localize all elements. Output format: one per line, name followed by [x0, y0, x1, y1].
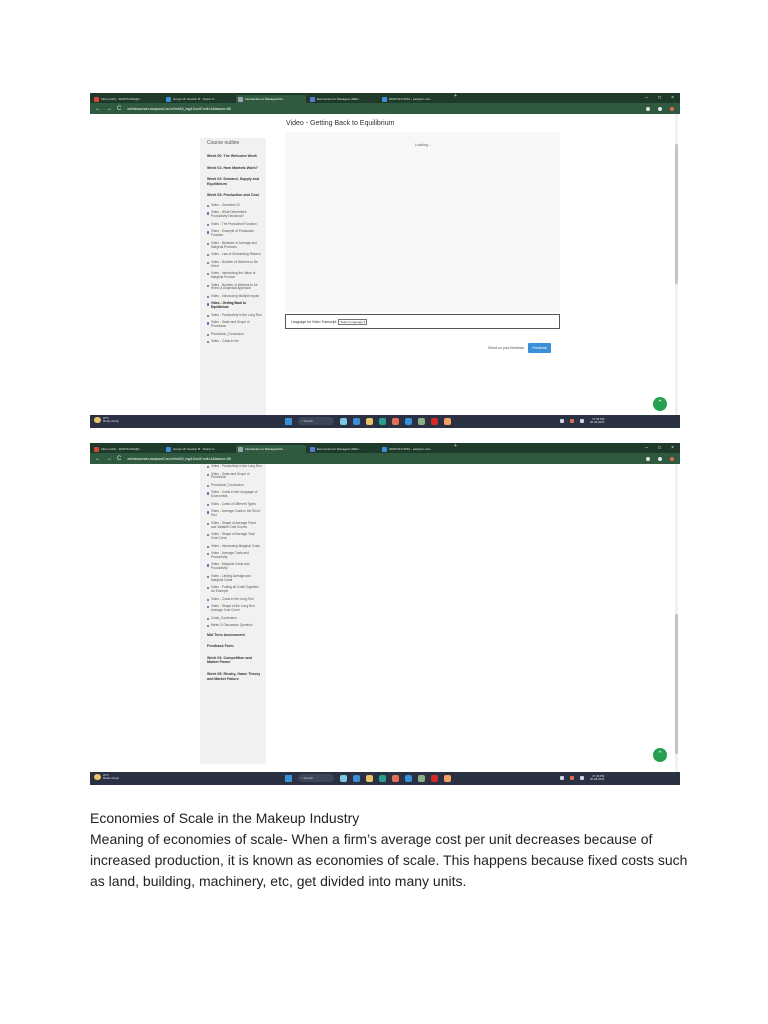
- record-icon[interactable]: [670, 457, 674, 461]
- tab-label: Inbox (113) - 2023?11210@c...: [101, 447, 143, 451]
- favicon-icon: [310, 97, 315, 102]
- minimize-icon[interactable]: –: [645, 445, 649, 451]
- taskbar-search[interactable]: [298, 417, 334, 425]
- weather-widget[interactable]: [94, 417, 119, 423]
- tab-label: Introduction to Managerial E...: [245, 97, 286, 101]
- outline-lesson-item[interactable]: Video - Number of Workers to Be Hired: [200, 260, 266, 271]
- outline-lesson-item[interactable]: Video - Productivity in the Long Run: [200, 313, 266, 321]
- outline-lesson-item[interactable]: Production_Conclusion: [200, 332, 266, 340]
- pinned-app-icon[interactable]: [405, 418, 412, 425]
- extension-icon[interactable]: [646, 107, 650, 111]
- outline-lesson-item[interactable]: Video - Putting all Costs Together: An Example: [200, 585, 266, 596]
- date: 30-08-2024: [590, 420, 605, 425]
- pinned-app-icon[interactable]: [431, 418, 438, 425]
- search-icon: ⌕: [301, 419, 304, 423]
- pinned-app-icon[interactable]: [392, 418, 399, 425]
- outline-lesson-item[interactable]: Video - Example of Production Function: [200, 229, 266, 240]
- cloud-icon: [94, 774, 101, 780]
- screenshot-bottom: [90, 443, 680, 785]
- outline-lesson-item[interactable]: Video - Shape of the Long Run Average Cost Curve: [200, 604, 266, 615]
- pinned-app-icon[interactable]: [366, 418, 373, 425]
- browser-tab[interactable]: [92, 445, 162, 453]
- pinned-app-icon[interactable]: [366, 775, 373, 782]
- outline-week-item[interactable]: Week 05: Rivalry, Game Theory and Market Failure: [207, 671, 261, 681]
- outline-lesson-item[interactable]: Video - Scale and Scope of Production: [200, 472, 266, 483]
- pinned-app-icon[interactable]: [353, 775, 360, 782]
- tab-label: Group 10: Section B - Topics C...: [173, 447, 217, 451]
- tabs: [90, 443, 457, 453]
- outline-lesson-item[interactable]: Video - Costs in the: [200, 339, 266, 347]
- minimize-icon[interactable]: –: [645, 95, 649, 101]
- course-outline-sidebar: [200, 138, 266, 415]
- favicon-icon: [310, 447, 315, 452]
- clock[interactable]: [590, 775, 604, 782]
- pinned-app-icon[interactable]: [379, 775, 386, 782]
- scroll-top-button[interactable]: [653, 397, 667, 411]
- search-icon: ⌕: [301, 776, 304, 780]
- cloud-icon: [94, 417, 101, 423]
- pinned-app-icon[interactable]: [444, 775, 451, 782]
- outline-lesson-item[interactable]: Video - Introducing the Value of Marginal Product: [200, 271, 266, 282]
- outline-lesson-item[interactable]: Video - Scale and Scope of Production: [200, 320, 266, 331]
- outline-lesson-item[interactable]: Costs_Conclusion: [200, 616, 266, 624]
- document-heading: Economies of Scale in the Makeup Industry: [90, 810, 360, 826]
- lesson-title: Video - Getting Back to Equilibrium: [286, 120, 395, 127]
- close-window-icon[interactable]: ×: [671, 445, 674, 451]
- browser-tab[interactable]: [308, 95, 378, 103]
- outline-week-item[interactable]: Week 00: The Welcome Week: [207, 154, 257, 158]
- browser-tab[interactable]: [164, 445, 234, 453]
- address-bar: [90, 103, 680, 114]
- reload-icon[interactable]: C: [117, 455, 122, 462]
- outline-lesson-item[interactable]: Video - Getting Back to Equilibrium: [200, 301, 266, 312]
- favicon-icon: [382, 447, 387, 452]
- tab-label: Economics for Managers (MEC...: [317, 97, 362, 101]
- scrollbar-thumb[interactable]: [675, 614, 678, 754]
- taskbar-apps: [285, 774, 451, 782]
- volume-icon[interactable]: [570, 419, 574, 423]
- back-icon[interactable]: ←: [95, 105, 101, 112]
- outline-lesson-item[interactable]: Video - Costs of Different Types: [200, 502, 266, 510]
- scrollbar-thumb[interactable]: [675, 144, 678, 284]
- chevron-up-icon: ⌃: [657, 751, 663, 758]
- outline-lesson-item[interactable]: Video - What Determines Productivity Decisions?: [200, 210, 266, 221]
- language-select[interactable]: Select Language ▾: [340, 319, 366, 324]
- taskbar-search-text: Search: [303, 419, 314, 423]
- weather-widget[interactable]: [94, 774, 119, 780]
- outline-lesson-item[interactable]: Video - Introducing Multiple Inputs: [200, 294, 266, 302]
- favicon-icon: [94, 97, 99, 102]
- extension-icon[interactable]: [646, 457, 650, 461]
- outline-lesson-item[interactable]: Video - Shape of Average Total Cost Curve: [200, 532, 266, 543]
- weather-desc: Mostly cloudy: [103, 777, 119, 781]
- browser-tab[interactable]: [236, 95, 306, 103]
- outline-lesson-item[interactable]: Video - Linking Average and Marginal Costs: [200, 574, 266, 585]
- outline-week-item[interactable]: Week 02: Demand, Supply and Equilibrium: [207, 177, 260, 186]
- browser-tab[interactable]: [380, 95, 450, 103]
- course-outline-sidebar: [200, 464, 266, 764]
- pinned-app-icon[interactable]: [418, 775, 425, 782]
- outline-week-item[interactable]: Mid Term Assessment: [207, 632, 245, 637]
- windows-start-icon[interactable]: [285, 775, 292, 782]
- document-paragraph: Meaning of economies of scale- When a firm’s average cost per unit decreases because of increased production, it is known as economies of scale. This happens because fixed costs such as land, building, machinery, etc, get divided into many units.: [90, 831, 688, 889]
- tabs: [90, 93, 457, 103]
- pinned-app-icon[interactable]: [444, 418, 451, 425]
- weather-desc: Mostly cloudy: [103, 420, 119, 424]
- favicon-icon: [238, 447, 243, 452]
- favicon-icon: [166, 447, 171, 452]
- loading-text: Loading...: [415, 143, 431, 147]
- pinned-app-icon[interactable]: [353, 418, 360, 425]
- reload-icon[interactable]: C: [117, 105, 122, 112]
- pinned-app-icon[interactable]: [405, 775, 412, 782]
- outline-lesson-item[interactable]: Video - Behavior of Average and Marginal Products: [200, 241, 266, 252]
- browser-tab[interactable]: [308, 445, 378, 453]
- windows-start-icon[interactable]: [285, 418, 292, 425]
- feedback-prompt: Select us your feedback: [488, 346, 525, 350]
- taskbar-apps: [285, 417, 451, 425]
- maximize-icon[interactable]: □: [658, 95, 662, 101]
- course-page: [90, 464, 680, 772]
- date: 30-08-2024: [590, 777, 605, 782]
- pinned-apps: [340, 418, 451, 425]
- new-tab-icon[interactable]: +: [454, 93, 457, 99]
- outline-lesson-item[interactable]: Video - Average Costs in the Short Run: [200, 509, 266, 520]
- battery-icon[interactable]: [580, 776, 584, 780]
- video-player[interactable]: [285, 132, 560, 312]
- outline-lesson-item[interactable]: Video - Law of Diminishing Returns: [200, 252, 266, 260]
- favicon-icon: [382, 97, 387, 102]
- tab-label: 2023?11171061 - assignm.unit...: [389, 97, 433, 101]
- tab-label: Group 10: Section B - Topics C...: [173, 97, 217, 101]
- url-field[interactable]: onlinecourses.swayam2.ac.in/imb24_mg41/unit?unit=4&lesson=58: [127, 456, 231, 461]
- windows-taskbar: [90, 415, 680, 428]
- tab-label: Introduction to Managerial E...: [245, 447, 286, 451]
- profile-icon[interactable]: [658, 457, 662, 461]
- outline-week-item[interactable]: Week 04: Competition and Market Power: [207, 655, 252, 665]
- forward-icon[interactable]: →: [106, 455, 112, 462]
- course-page: [90, 114, 680, 415]
- back-icon[interactable]: ←: [95, 455, 101, 462]
- outline-lesson-item[interactable]: Video - Shape of Average Fixed and Variable Cost Curves: [200, 521, 266, 532]
- clock[interactable]: [590, 418, 604, 425]
- pinned-app-icon[interactable]: [392, 775, 399, 782]
- time: 07:36 PM: [592, 774, 605, 778]
- outline-lesson-item[interactable]: Video - The Production Function: [200, 222, 266, 230]
- tab-label: Inbox (113) - 2023?11210@c...: [101, 97, 143, 101]
- url-field[interactable]: onlinecourses.swayam2.ac.in/imb24_mg41/unit?unit=4&lesson=58: [127, 106, 231, 111]
- outline-lesson-item[interactable]: Video - Overview 03: [200, 203, 266, 211]
- favicon-icon: [166, 97, 171, 102]
- outline-lesson-item[interactable]: Production_Conclusion: [200, 483, 266, 491]
- browser-actions: [646, 457, 680, 461]
- battery-icon[interactable]: [580, 419, 584, 423]
- browser-actions: [646, 107, 680, 111]
- tab-label: Economics for Managers (MEC...: [317, 447, 362, 451]
- pinned-apps: [340, 775, 451, 782]
- favicon-icon: [238, 97, 243, 102]
- outline-list-top: [200, 152, 266, 347]
- outline-lesson-item[interactable]: Video - Number of Workers to be Hired: A Graphical Approach: [200, 283, 266, 294]
- time: 07:36 PM: [592, 417, 605, 421]
- outline-lesson-item[interactable]: Video - Productivity in the Long Run: [200, 464, 266, 472]
- scroll-top-button[interactable]: [653, 748, 667, 762]
- maximize-icon[interactable]: □: [658, 445, 662, 451]
- transcript-label: Language for Video Transcript:: [291, 319, 338, 324]
- address-bar: [90, 453, 680, 464]
- feedback-row: [488, 343, 551, 353]
- profile-icon[interactable]: [658, 107, 662, 111]
- forward-icon[interactable]: →: [106, 105, 112, 112]
- outline-list-bottom: [200, 464, 266, 686]
- system-tray: [560, 775, 604, 782]
- browser-tab[interactable]: [380, 445, 450, 453]
- volume-icon[interactable]: [570, 776, 574, 780]
- window-controls: [645, 445, 680, 451]
- record-icon[interactable]: [670, 107, 674, 111]
- wifi-icon[interactable]: [560, 419, 564, 423]
- taskbar-search[interactable]: [298, 774, 334, 782]
- transcript-language-box: [285, 314, 560, 329]
- favicon-icon: [94, 447, 99, 452]
- outline-lesson-item[interactable]: Video - Costs in the Long Run: [200, 597, 266, 605]
- outline-lesson-item[interactable]: Video - Introducing Marginal Costs: [200, 544, 266, 552]
- outline-lesson-item[interactable]: Week 3: Discussion Question: [200, 623, 266, 631]
- outline-week-item[interactable]: Week 03: Production and Cost: [207, 193, 259, 198]
- browser-tab[interactable]: [164, 95, 234, 103]
- pinned-app-icon[interactable]: [418, 418, 425, 425]
- browser-tab[interactable]: [236, 445, 306, 453]
- browser-tab-bar: [90, 443, 680, 453]
- pinned-app-icon[interactable]: [340, 775, 347, 782]
- system-tray: [560, 418, 604, 425]
- pinned-app-icon[interactable]: [340, 418, 347, 425]
- pinned-app-icon[interactable]: [379, 418, 386, 425]
- outline-lesson-item[interactable]: Video - Costs in the Language of Economists: [200, 490, 266, 501]
- close-window-icon[interactable]: ×: [671, 95, 674, 101]
- chevron-up-icon: ⌃: [657, 400, 663, 407]
- scrollbar[interactable]: [675, 464, 678, 772]
- new-tab-icon[interactable]: +: [454, 443, 457, 449]
- document-text: [90, 808, 690, 892]
- outline-week-item[interactable]: Week 01: How Markets Work?: [207, 165, 258, 170]
- course-outline-title: Course outline: [207, 140, 240, 146]
- windows-taskbar: [90, 772, 680, 785]
- taskbar-search-text: Search: [303, 776, 314, 780]
- weather-temp: 29°C: [103, 774, 109, 777]
- browser-tab-bar: [90, 93, 680, 103]
- weather-temp: 29°C: [103, 417, 109, 420]
- scrollbar[interactable]: [675, 114, 678, 415]
- outline-lesson-item[interactable]: Video - Average Costs and Productivity: [200, 551, 266, 562]
- tab-label: 2023?11171061 - assignm.unit...: [389, 447, 433, 451]
- wifi-icon[interactable]: [560, 776, 564, 780]
- window-controls: [645, 95, 680, 101]
- outline-lesson-item[interactable]: Video - Marginal Costs and Productivity: [200, 562, 266, 573]
- pinned-app-icon[interactable]: [431, 775, 438, 782]
- outline-week-item[interactable]: Feedback Form: [207, 644, 234, 649]
- browser-tab[interactable]: [92, 95, 162, 103]
- screenshot-top: [90, 93, 680, 428]
- feedback-button[interactable]: Feedback: [528, 343, 551, 353]
